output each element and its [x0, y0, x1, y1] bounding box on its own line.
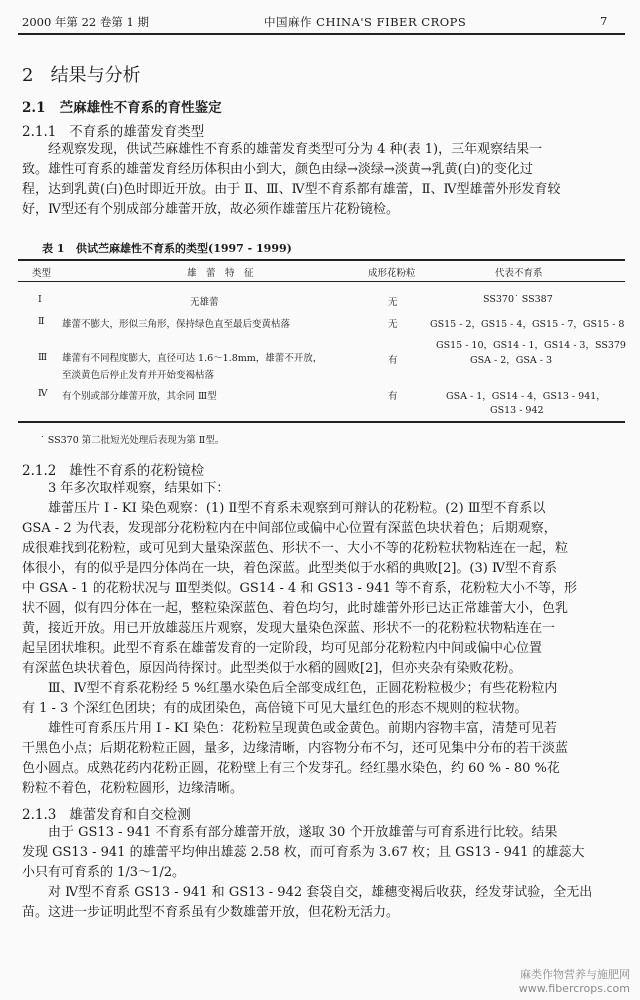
table-footnote: ˙ SS370 第二批短光处理后表现为第 Ⅱ型。: [40, 435, 225, 446]
text-line: 状不圆，似有四分体在一起，整粒染深蓝色、着色均匀，此时雄蕾外形已达正常雄蕾大小，色乳: [22, 601, 569, 616]
table-cell-pollen: 有: [388, 391, 398, 402]
table-header-pollen: 成形花粉粒: [368, 268, 416, 279]
table-cell-feature: 无雄蕾: [190, 297, 219, 308]
subsection-title: 雄性不育系的花粉镜检: [69, 463, 205, 479]
table-cell-feature: 至淡黄色后停止发育并开始变褐枯落: [62, 370, 215, 381]
table-cell-pollen: 无: [388, 319, 398, 330]
table-cell-feature: 雄蕾不膨大，形似三角形，保持绿色直至最后变黄枯落: [62, 319, 291, 330]
table-top-rule: [18, 259, 625, 261]
table-cell-lines: GS15 - 10，GS14 - 1，GS14 - 3，SS379: [436, 340, 626, 351]
table-cell-lines: GSA - 2，GSA - 3: [470, 355, 553, 366]
subsection-number: 2.1.2: [22, 463, 57, 479]
section-number: 2: [22, 65, 34, 86]
text-line: 经观察发现，供试苎麻雄性不育系的雄蕾发育类型可分为 4 种(表 1)，三年观察结果一: [48, 142, 543, 157]
paragraph-pollen-exam: [22, 479, 620, 799]
table-cell-pollen: 无: [388, 297, 398, 308]
watermark-site-name: 麻类作物营养与施肥网: [520, 968, 630, 981]
table-cell-type: Ⅲ: [38, 352, 48, 363]
page-number: 7: [600, 14, 608, 28]
text-line: 好，Ⅳ型还有个别成部分雄蕾开放，故必须作雄蕾压片花粉镜检。: [22, 202, 399, 217]
text-line: 有深蓝色块状着色，原因尚待探讨。此型类似于水稻的圆败[2]，但亦夹杂有染败花粉。: [22, 661, 522, 676]
text-line: 对 Ⅳ型不育系 GS13 - 941 和 GS13 - 942 套袋自交，雄穗变褐后收获，经发芽试验，全无出: [48, 885, 593, 900]
text-line: 中 GSA - 1 的花粉状况与 Ⅲ型类似。GS14 - 4 和 GS13 - 941 等不育系，花粉粒大小不等，形: [22, 581, 578, 596]
text-line: 干黑色小点；后期花粉粒正圆，量多，边缘清晰，内容物分布不匀，还可见集中分布的若干淡蓝: [22, 741, 569, 756]
table-bottom-rule: [18, 421, 625, 423]
text-line: 体很小，有的似乎是四分体尚在一块，着色深蓝。此型类似于水稻的典败[2]。(3) Ⅳ型不育系: [22, 561, 557, 576]
text-line: 雄性可育系压片用 I - KI 染色：花粉粒呈现黄色或金黄色。前期内容物丰富，清楚可见若: [48, 721, 557, 736]
table-cell-pollen: 有: [388, 355, 398, 366]
text-line: 发现 GS13 - 941 的雄蕾平均伸出雄蕊 2.58 枚，而可育系为 3.67 枚；且 GS13 - 941 的雄蕊大: [22, 845, 585, 860]
journal-issue: 2000 年第 22 卷第 1 期: [22, 15, 149, 29]
subsection-heading-2-1: [22, 96, 222, 116]
subsection-heading-2-1-3: [22, 803, 191, 823]
table-cell-type: Ⅳ: [38, 388, 48, 399]
paragraph-selfing-test: [22, 823, 620, 923]
table-cell-type: Ⅰ: [38, 294, 42, 305]
subsection-number: 2.1.3: [22, 807, 57, 823]
text-line: 致。雄性可育系的雄蕾发育经历体积由小到大，颜色由绿→淡绿→淡黄→乳黄(白)的变化过: [22, 162, 533, 177]
text-line: 成很难找到花粉粒，或可见到大量染深蓝色、形状不一、大小不等的花粉粒状物粘连在一起，粒: [22, 541, 569, 556]
table-cell-lines: SS370˙ SS387: [483, 294, 553, 305]
table-cell-type: Ⅱ: [38, 316, 45, 327]
table-cell-feature: 雄蕾有不同程度膨大，直径可达 1.6～1.8mm，雄蕾不开放，: [62, 353, 323, 364]
text-line: Ⅲ、Ⅳ型不育系花粉经 5 %红墨水染色后全部变成红色，正圆花粉粒极少；有些花粉粒内: [48, 681, 558, 696]
watermark-url: www.fibercrops.com: [518, 982, 630, 995]
subsection-title: 苎麻雄性不育系的育性鉴定: [59, 100, 222, 116]
subsection-heading-2-1-1: [22, 120, 204, 140]
table-number: 表 1: [42, 242, 65, 255]
subsection-title: 不育系的雄蕾发育类型: [69, 124, 205, 140]
header-rule: [18, 33, 625, 35]
table-header-rule: [18, 281, 625, 282]
table-header-feature: 雄 蕾 特 征: [187, 268, 254, 279]
subsection-number: 2.1: [22, 100, 46, 116]
table-cell-lines: GS15 - 2，GS15 - 4，GS15 - 7，GS15 - 8: [430, 319, 625, 330]
table-cell-lines: GSA - 1，GS14 - 4，GS13 - 941，: [446, 391, 606, 402]
subsection-heading-2-1-2: [22, 459, 204, 479]
table-cell-feature: 有个别或部分雄蕾开放，其余同 Ⅲ型: [62, 391, 217, 402]
site-watermark: [519, 968, 630, 996]
subsection-title: 雄蕾发育和自交检测: [69, 807, 191, 823]
text-line: 有 1 - 3 个深红色团块；有的成团染色，高倍镜下可见大量红色的形态不规则的粒状物。: [22, 701, 528, 716]
table-cell-lines: GS13 - 942: [490, 405, 544, 416]
text-line: 小只有可育系的 1/3～1/2。: [22, 865, 185, 880]
table-title: 供试苎麻雄性不育系的类型(1997 - 1999): [75, 242, 292, 255]
text-line: GSA - 2 为代表，发现部分花粉粒内在中间部位或偏中心位置有深蓝色块状着色；后期观察，: [22, 521, 557, 536]
subsection-number: 2.1.1: [22, 124, 57, 140]
text-line: 苗。这进一步证明此型不育系虽有少数雄蕾开放，但花粉无活力。: [22, 905, 400, 920]
journal-title: 中国麻作 CHINA'S FIBER CROPS: [264, 15, 467, 29]
text-line: 3 年多次取样观察，结果如下：: [48, 481, 230, 496]
text-line: 色小圆点。成熟花药内花粉正圆，花粉壁上有三个发芽孔。经红墨水染色，约 60 % - 80 %花: [22, 761, 560, 776]
text-line: 粉粒不着色，花粉粒圆形，边缘清晰。: [22, 781, 244, 796]
table-caption: [42, 240, 292, 256]
text-line: 雄蕾压片 I - KI 染色观察：(1) Ⅱ型不育系未观察到可辩认的花粉粒。(2) Ⅲ型不育系以: [48, 501, 546, 516]
table-header-type: 类型: [32, 268, 52, 279]
table-header-lines: 代表不育系: [495, 268, 543, 279]
text-line: 起呈团状堆积。此型不育系在雄蕾发育的一定阶段，均可见部分花粉粒内中间或偏中心位置: [22, 641, 543, 656]
section-title: 结果与分析: [50, 65, 141, 86]
paragraph-development-types: [22, 140, 620, 220]
text-line: 程，达到乳黄(白)色时即近开放。由于 Ⅱ、Ⅲ、Ⅳ型不育系都有雄蕾，Ⅱ、Ⅳ型雄蕾外形发育较: [22, 182, 561, 197]
section-heading: [22, 61, 141, 87]
text-line: 黄，接近开放。用已开放雄蕊压片观察，发现大量染色深蓝、形状不一的花粉粒状物粘连在一: [22, 621, 556, 636]
text-line: 由于 GS13 - 941 不育系有部分雄蕾开放，遂取 30 个开放雄蕾与可育系进行比较。结果: [48, 825, 558, 840]
